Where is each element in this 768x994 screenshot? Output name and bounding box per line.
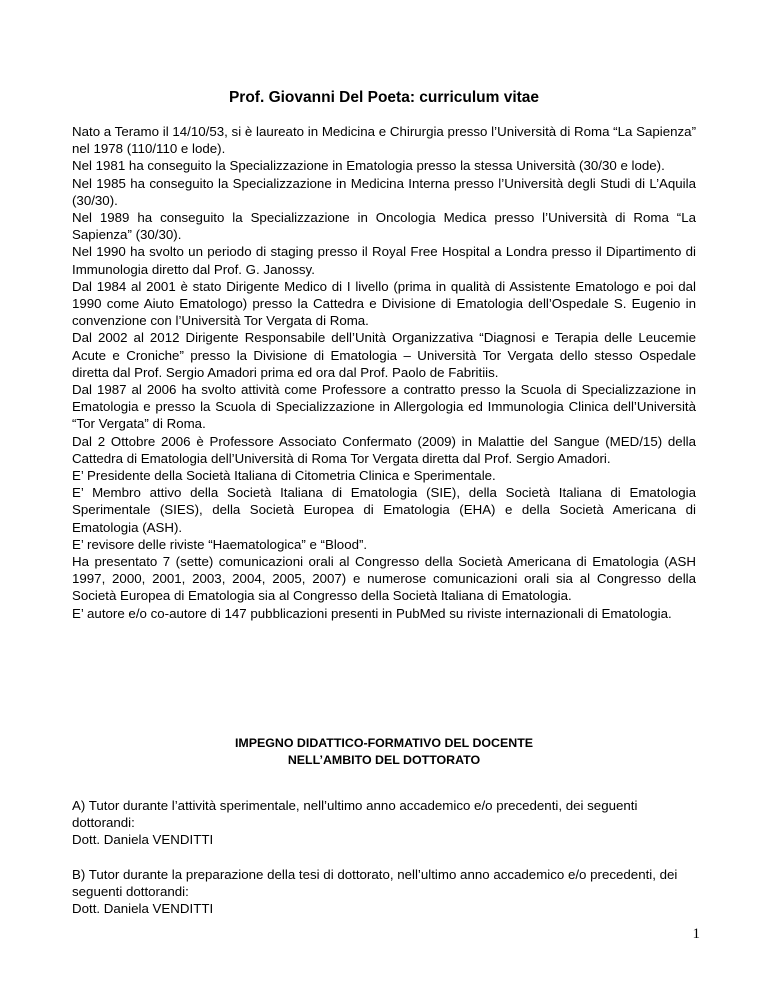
cv-paragraph-contract-professor: Dal 1987 al 2006 ha svolto attività come Professore a contratto presso la Scuola di Specializzazione in Ematologia e presso la Scuola di Specializzazione in Allergologia ed Immunologia Clinica dell’Università “Tor Vergata” di Roma.	[72, 382, 696, 432]
cv-body	[72, 123, 696, 622]
cv-paragraph-internal-medicine-specialization: Nel 1985 ha conseguito la Specializzazione in Medicina Interna presso l’Università degli Studi di L’Aquila (30/30).	[72, 175, 696, 208]
page-number: 1	[692, 926, 700, 942]
section-b-name: Dott. Daniela VENDITTI	[72, 901, 214, 917]
cv-paragraph-president: E’ Presidente della Società Italiana di Citometria Clinica e Sperimentale.	[72, 468, 496, 484]
section-b-text: B) Tutor durante la preparazione della tesi di dottorato, nell’ultimo anno accademico e/o precedenti, dei seguenti dottorandi:	[72, 867, 678, 900]
cv-paragraph-medical-director: Dal 1984 al 2001 è stato Dirigente Medico di I livello (prima in qualità di Assistente Ematologo e poi dal 1990 come Aiuto Ematologo) presso la Cattedra e Divisione di Ematologia dell’Ospedale S. Eugenio in convenzione con l’Università Tor Vergata di Roma.	[72, 278, 696, 329]
section-heading-line-2: NELL’AMBITO DEL DOTTORATO	[287, 753, 481, 768]
cv-paragraph-hematology-specialization: Nel 1981 ha conseguito la Specializzazione in Ematologia presso la stessa Università (30/30 e lode).	[72, 158, 665, 174]
cv-paragraph-birth-degree: Nato a Teramo il 14/10/53, si è laureato in Medicina e Chirurgia presso l’Università di Roma “La Sapienza” nel 1978 (110/110 e lode).	[72, 124, 696, 157]
section-b	[72, 866, 696, 918]
document-title: Prof. Giovanni Del Poeta: curriculum vitae	[228, 89, 540, 106]
cv-paragraph-unit-director: Dal 2002 al 2012 Dirigente Responsabile dell’Unità Organizzativa “Diagnosi e Terapia delle Leucemie Acute e Croniche” presso la Divisione di Ematologia – Università Tor Vergata dello stesso Ospedale diretta dal Prof. Sergio Amadori prima ed ora dal Prof. Paolo de Fabritiis.	[72, 330, 696, 380]
cv-paragraph-london-staging: Nel 1990 ha svolto un periodo di staging presso il Royal Free Hospital a Londra presso il Dipartimento di Immunologia diretto dal Prof. G. Janossy.	[72, 244, 696, 277]
cv-paragraph-associate-professor: Dal 2 Ottobre 2006 è Professore Associato Confermato (2009) in Malattie del Sangue (MED/15) della Cattedra di Ematologia dell’Università di Roma Tor Vergata diretta dal Prof. Sergio Amadori.	[72, 433, 696, 466]
cv-paragraph-oral-communications: Ha presentato 7 (sette) comunicazioni orali al Congresso della Società Americana di Ematologia (ASH 1997, 2000, 2001, 2003, 2004, 2005, 2007) e numerose comunicazioni orali sia al Congresso della Società Europea di Ematologia sia al Congresso della Società Italiana di Ematologia.	[72, 554, 696, 604]
cv-paragraph-oncology-specialization: Nel 1989 ha conseguito la Specializzazione in Oncologia Medica presso l’Università di Roma “La Sapienza” (30/30).	[72, 210, 696, 243]
cv-paragraph-reviewer: E’ revisore delle riviste “Haematologica” e “Blood”.	[72, 536, 368, 552]
section-a	[72, 797, 696, 849]
section-a-name: Dott. Daniela VENDITTI	[72, 832, 214, 848]
cv-paragraph-publications: E’ autore e/o co-autore di 147 pubblicazioni presenti in PubMed su riviste internazionali di Ematologia.	[72, 605, 672, 621]
section-heading	[0, 735, 768, 769]
section-heading-line-1: IMPEGNO DIDATTICO-FORMATIVO DEL DOCENTE	[234, 736, 534, 750]
section-a-text: A) Tutor durante l’attività sperimentale, nell’ultimo anno accademico e/o precedenti, dei seguenti dottorandi:	[72, 798, 638, 831]
cv-paragraph-memberships: E’ Membro attivo della Società Italiana di Ematologia (SIE), della Società Italiana di Ematologia Sperimentale (SIES), della Società Europea di Ematologia (EHA) e della Società Americana di Ematologia (ASH).	[72, 485, 696, 535]
